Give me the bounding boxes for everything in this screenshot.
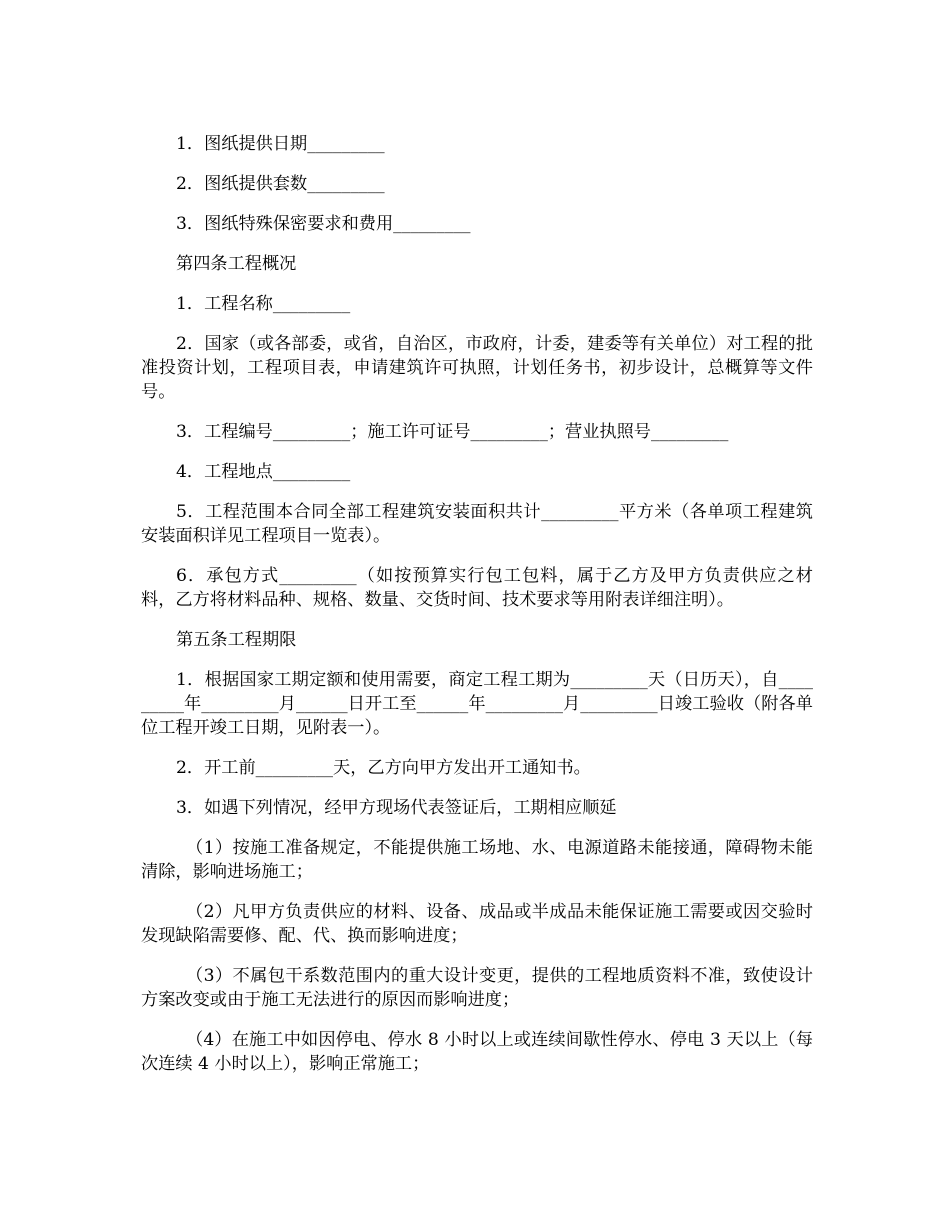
article-5-heading: 第五条工程期限 [176,630,297,650]
item-project-location: 4．工程地点_________ [176,462,351,482]
item-project-scope: 5．工程范围本合同全部工程建筑安装面积共计_________平方米（各单项工程建筑安装面积详见工程项目一览表）。 [141,502,813,546]
subitem-4: （4）在施工中如因停电、停水 8 小时以上或连续间歇性停水、停电 3 天以上（每次连续 4 小时以上），影响正常施工； [141,1030,813,1074]
item-construction-period: 1．根据国家工期定额和使用需要，商定工程工期为_________天（日历天），自_________年_________月______日开工至______年_________月_________日竣工验收（附各单位工程开竣工日期，见附表一）。 [141,670,813,738]
item-drawing-date: 1．图纸提供日期_________ [176,134,385,154]
item-drawing-sets: 2．图纸提供套数_________ [176,174,385,194]
item-project-name: 1．工程名称_________ [176,294,351,314]
item-start-notice: 2．开工前_________天，乙方向甲方发出开工通知书。 [176,758,591,778]
item-project-numbers: 3．工程编号_________；施工许可证号_________；营业执照号_________ [176,422,729,442]
subitem-1: （1）按施工准备规定，不能提供施工场地、水、电源道路未能接通，障碍物未能清除，影响进场施工； [141,838,813,882]
item-extension-conditions: 3．如遇下列情况，经甲方现场代表签证后，工期相应顺延 [176,798,617,818]
item-drawing-confidentiality: 3．图纸特殊保密要求和费用_________ [176,214,471,234]
item-approval-documents: 2．国家（或各部委，或省，自治区，市政府，计委，建委等有关单位）对工程的批准投资计划，工程项目表，申请建筑许可执照，计划任务书，初步设计，总概算等文件号。 [141,334,813,402]
item-contract-method: 6．承包方式_________（如按预算实行包工包料，属于乙方及甲方负责供应之材料，乙方将材料品种、规格、数量、交货时间、技术要求等用附表详细注明）。 [141,566,813,610]
document-page [141,132,813,1092]
subitem-2: （2）凡甲方负责供应的材料、设备、成品或半成品未能保证施工需要或因交验时发现缺陷需要修、配、代、换而影响进度； [141,902,813,946]
subitem-3: （3）不属包干系数范围内的重大设计变更，提供的工程地质资料不准，致使设计方案改变或由于施工无法进行的原因而影响进度； [141,966,813,1010]
article-4-heading: 第四条工程概况 [176,254,297,274]
